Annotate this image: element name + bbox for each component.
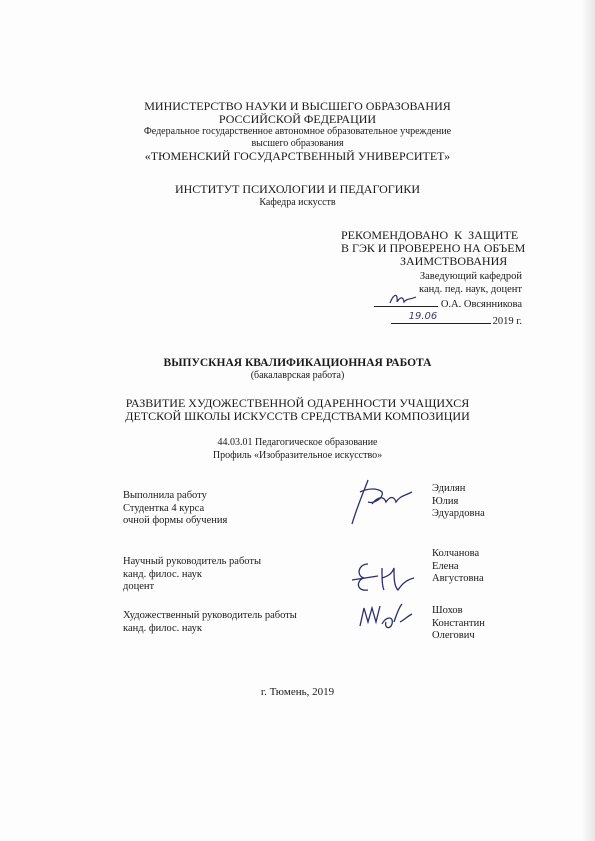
approval-block bbox=[300, 228, 526, 328]
art-supervisor-signature bbox=[354, 600, 414, 636]
date-year: 2019 г. bbox=[492, 316, 522, 327]
author-signature bbox=[338, 474, 418, 530]
date-row bbox=[300, 313, 522, 328]
supervisor-role bbox=[123, 556, 261, 594]
supervisor-first-name: Елена bbox=[432, 560, 459, 572]
supervisor-role-line-1: Научный руководитель работы bbox=[123, 556, 262, 567]
art-supervisor-first-name: Константин bbox=[432, 617, 485, 629]
ministry-header bbox=[0, 100, 595, 163]
supervisor-role-line-3: доцент bbox=[123, 581, 155, 592]
institute-header bbox=[0, 183, 595, 209]
head-name: О.А. Овсянникова bbox=[440, 299, 522, 310]
work-subtype: (бакалаврская работа) bbox=[250, 370, 345, 381]
art-supervisor-role-line-1: Художественный руководитель работы bbox=[123, 610, 297, 621]
author-first-name: Юлия bbox=[432, 495, 459, 507]
approval-line-3: ЗАИМСТВОВАНИЯ bbox=[400, 254, 508, 268]
supervisor-role-line-2: канд. филос. наук bbox=[123, 568, 202, 580]
supervisor-name bbox=[432, 548, 484, 586]
art-supervisor-surname: Шохов bbox=[432, 605, 463, 616]
work-title-block bbox=[0, 357, 595, 382]
profile: Профиль «Изобразительное искусство» bbox=[212, 450, 383, 461]
topic-line-2: ДЕТСКОЙ ШКОЛЫ ИСКУССТВ СРЕДСТВАМИ КОМПОЗИЦИИ bbox=[125, 409, 470, 423]
supervisor-patronymic: Августовна bbox=[432, 573, 484, 584]
head-signature bbox=[374, 296, 438, 307]
topic-line-1: РАЗВИТИЕ ХУДОЖЕСТВЕННОЙ ОДАРЕННОСТИ УЧАЩИХСЯ bbox=[125, 396, 470, 410]
art-supervisor-name bbox=[432, 605, 485, 643]
ministry-line-1: МИНИСТЕРСТВО НАУКИ И ВЫСШЕГО ОБРАЗОВАНИЯ bbox=[144, 99, 451, 113]
supervisor-surname: Колчанова bbox=[432, 548, 480, 559]
author-role-line-1: Выполнила работу bbox=[123, 490, 207, 501]
federal-line-1: Федеральное государственное автономное образовательное учреждение bbox=[143, 126, 452, 137]
approval-line-1: РЕКОМЕНДОВАНО К ЗАЩИТЕ bbox=[341, 228, 519, 242]
ministry-line-2: РОССИЙСКОЙ ФЕДЕРАЦИИ bbox=[218, 112, 377, 126]
author-role bbox=[123, 490, 227, 528]
art-supervisor-patronymic: Олегович bbox=[432, 630, 475, 641]
work-topic bbox=[0, 397, 595, 423]
work-type: ВЫПУСКНАЯ КВАЛИФИКАЦИОННАЯ РАБОТА bbox=[163, 357, 432, 369]
handwritten-date: 19.06 bbox=[408, 311, 438, 322]
author-role-line-2: Студентка 4 курса bbox=[123, 502, 205, 514]
institute-name: ИНСТИТУТ ПСИХОЛОГИИ И ПЕДАГОГИКИ bbox=[174, 182, 421, 196]
specialty-block bbox=[0, 436, 595, 462]
specialty: 44.03.01 Педагогическое образование bbox=[217, 437, 378, 448]
author-patronymic: Эдуардовна bbox=[432, 508, 485, 519]
author-role-line-3: очной формы обучения bbox=[123, 515, 228, 526]
supervisor-signature bbox=[348, 558, 418, 598]
federal-line-2: высшего образования bbox=[251, 138, 344, 149]
head-title: Заведующий кафедрой bbox=[419, 271, 522, 282]
head-signature-row bbox=[300, 296, 522, 311]
head-signature-scribble bbox=[388, 291, 418, 307]
author-name bbox=[432, 483, 485, 521]
university-name: «ТЮМЕНСКИЙ ГОСУДАРСТВЕННЫЙ УНИВЕРСИТЕТ» bbox=[144, 149, 451, 163]
scan-edge-shadow bbox=[581, 0, 595, 841]
approval-line-2: В ГЭК И ПРОВЕРЕНО НА ОБЪЕМ bbox=[341, 241, 526, 255]
city-year: г. Тюмень, 2019 bbox=[260, 686, 335, 698]
department-name: Кафедра искусств bbox=[259, 197, 336, 208]
art-supervisor-role bbox=[123, 610, 297, 635]
author-surname: Эдилян bbox=[432, 483, 466, 494]
head-degree: канд. пед. наук, доцент bbox=[419, 284, 522, 295]
art-supervisor-role-line-2: канд. филос. наук bbox=[123, 622, 202, 634]
date-field bbox=[391, 313, 491, 324]
